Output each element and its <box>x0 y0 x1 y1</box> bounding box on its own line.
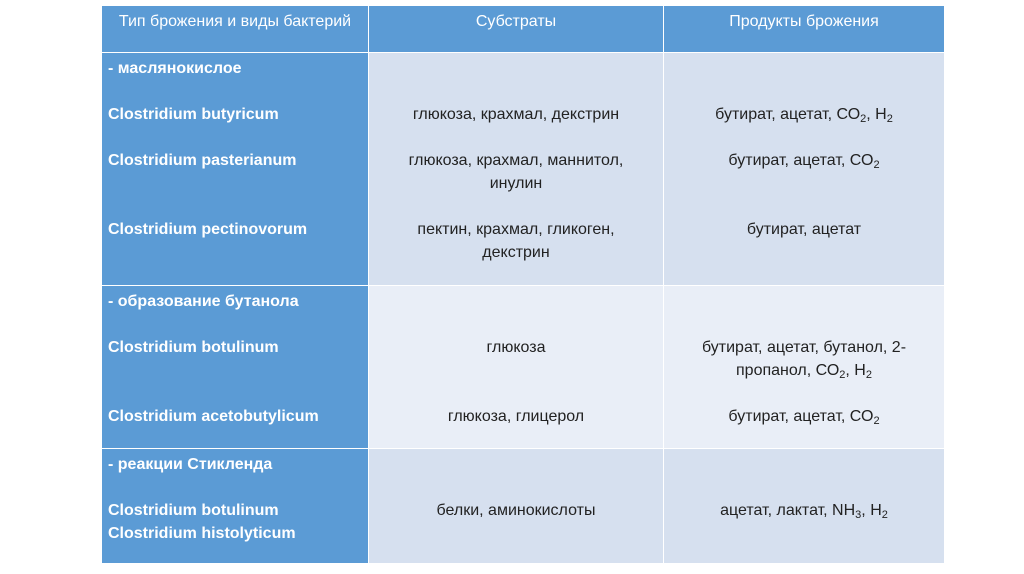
type-cell <box>102 449 369 564</box>
product-text: пропанол, $СО_2$, $Н_2$ <box>736 362 872 381</box>
substrates-cell <box>369 286 664 449</box>
species-name: Clostridium pasterianum <box>108 152 297 169</box>
substrate-text: белки, аминокислоты <box>436 502 596 519</box>
substrate-text: пектин, крахмал, гликоген, <box>417 221 615 238</box>
group-title: - реакции Стикленда <box>108 456 273 473</box>
substrate-text: глюкоза, крахмал, декстрин <box>412 106 620 123</box>
species-name: Clostridium pectinovorum <box>108 221 308 238</box>
product-text: бутират, ацетат, бутанол, 2- <box>701 339 907 356</box>
fermentation-table <box>101 5 945 564</box>
table-row <box>102 449 945 564</box>
species-name: Clostridium botulinum <box>108 339 279 356</box>
products-cell <box>664 53 945 286</box>
product-text: бутират, ацетат, $СО_2$ <box>728 408 880 427</box>
product-text: бутират, ацетат, $СО_2$, $Н_2$ <box>715 106 893 125</box>
substrate-text: декстрин <box>482 244 550 261</box>
products-cell <box>664 449 945 564</box>
species-name: Clostridium butyricum <box>108 106 279 123</box>
species-name: Clostridium acetobutylicum <box>108 408 319 425</box>
products-cell <box>664 286 945 449</box>
table-row <box>102 286 945 449</box>
product-text: бутират, ацетат <box>746 221 862 238</box>
header-products: Продукты брожения <box>664 6 945 53</box>
header-substrates: Субстраты <box>369 6 664 53</box>
table-row <box>102 53 945 286</box>
substrates-cell <box>369 449 664 564</box>
header-type: Тип брожения и виды бактерий <box>102 6 369 53</box>
substrate-text: глюкоза <box>486 339 546 356</box>
substrate-text: глюкоза, крахмал, маннитол, <box>408 152 624 169</box>
type-cell <box>102 53 369 286</box>
type-cell <box>102 286 369 449</box>
species-name: Clostridium histolyticum <box>108 525 296 542</box>
substrate-text: глюкоза, глицерол <box>447 408 585 425</box>
substrates-cell <box>369 53 664 286</box>
product-text: бутират, ацетат, $СО_2$ <box>728 152 880 171</box>
header-row <box>102 6 945 53</box>
group-title: - маслянокислое <box>108 60 242 77</box>
species-name: Clostridium botulinum <box>108 502 279 519</box>
substrate-text: инулин <box>489 175 543 192</box>
group-title: - образование бутанола <box>108 293 299 310</box>
product-text: ацетат, лактат, $NH_3$, $Н_2$ <box>720 502 888 521</box>
